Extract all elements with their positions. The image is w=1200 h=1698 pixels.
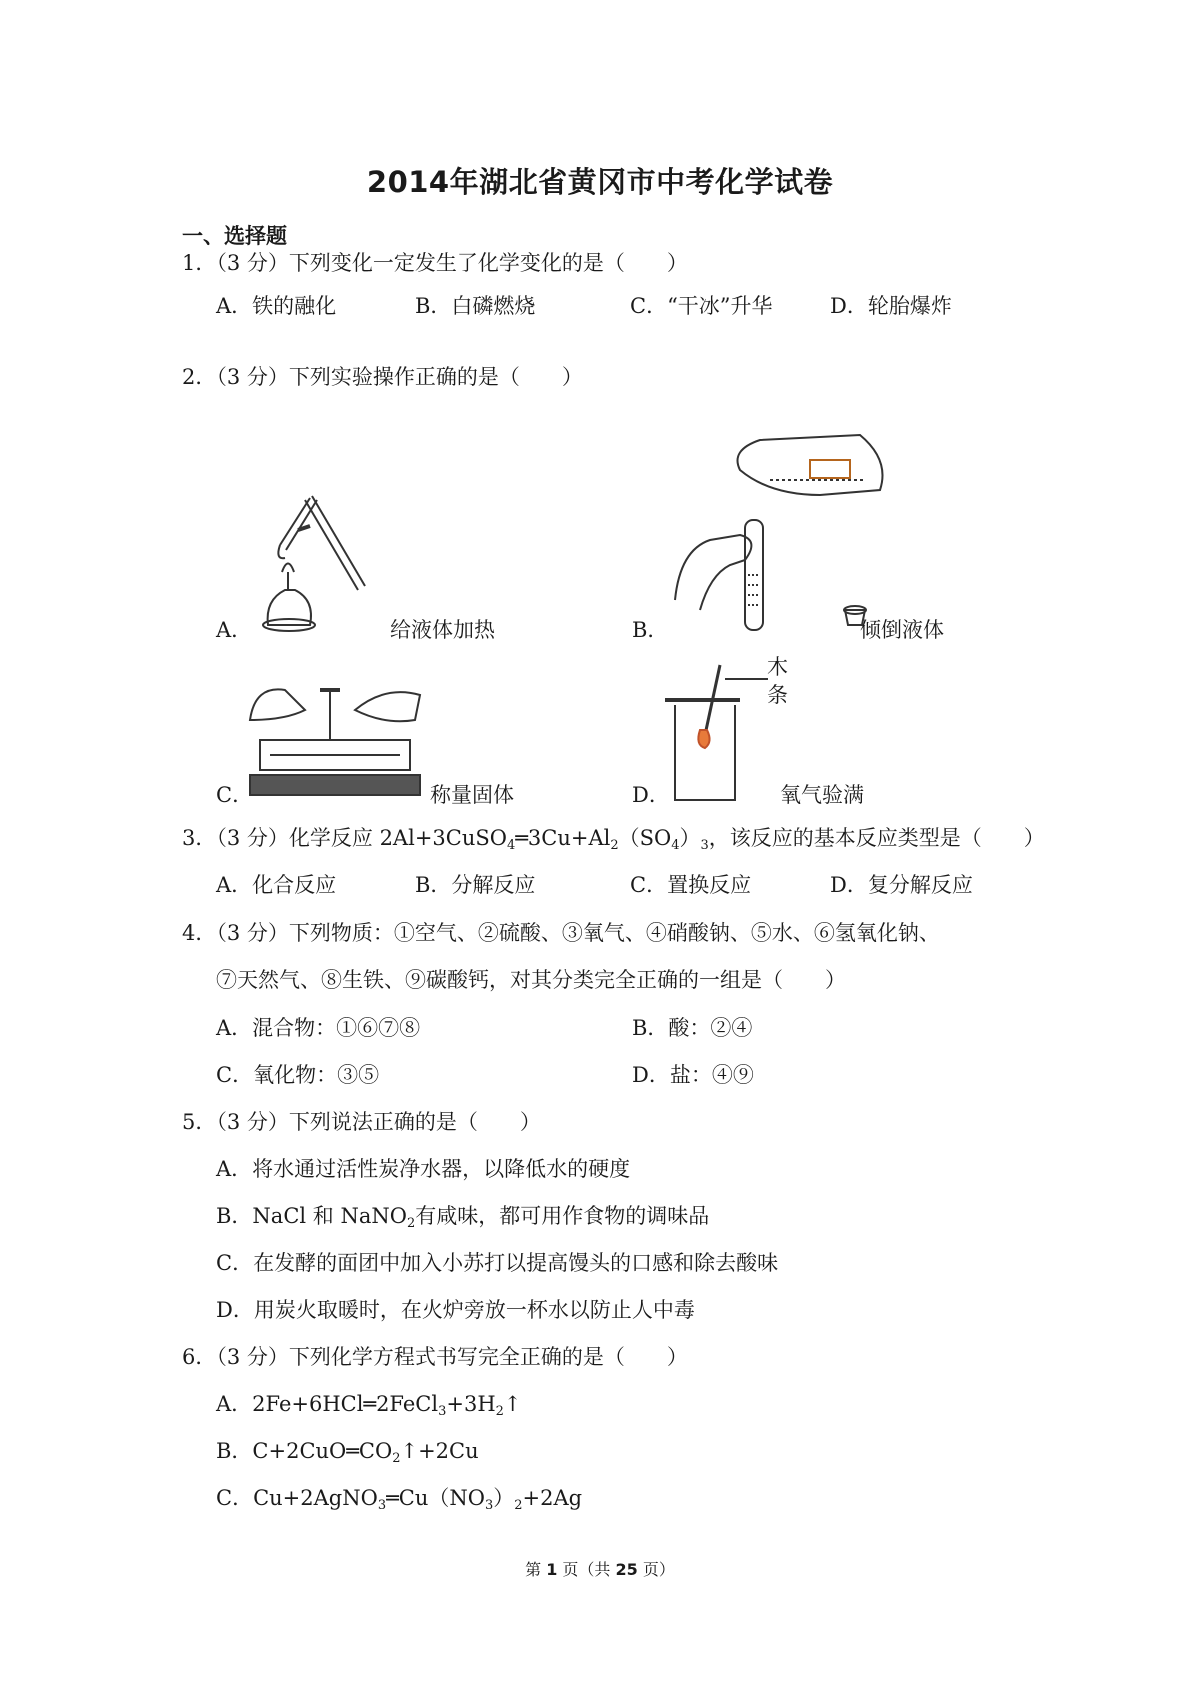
q2-option-a-caption: 给液体加热: [390, 618, 495, 642]
q6-subscript: 2: [514, 1498, 523, 1513]
pouring-liquid-figure: [670, 410, 920, 635]
q5-stem: 5．（3 分）下列说法正确的是（ ）: [182, 1110, 541, 1134]
q2-option-d-label-1: 木: [767, 655, 788, 679]
q3-stem-part: ，该反应的基本反应类型是（ ）: [708, 826, 1045, 850]
q6-option-c: [216, 1482, 582, 1512]
q5-option-d: D．用炭火取暖时，在火炉旁放一杯水以防止人中毒: [216, 1298, 695, 1322]
q6-option-c-part: ）: [493, 1486, 515, 1510]
q6-option-c-part: +2Ag: [522, 1486, 583, 1510]
q3-option-c: C．置换反应: [630, 873, 752, 897]
section-heading: 一、选择题: [182, 224, 287, 248]
footer-text: 页）: [637, 1560, 675, 1579]
q1-option-d: D．轮胎爆炸: [830, 294, 952, 318]
q4-stem-line1: 4．（3 分）下列物质：①空气、②硫酸、③氧气、④硝酸钠、⑤水、⑥氢氧化钠、: [182, 921, 940, 945]
q3-option-a: A．化合反应: [216, 873, 337, 897]
q6-option-c-part: C．Cu+2AgNO: [216, 1486, 378, 1510]
q3-subscript: 4: [506, 838, 516, 853]
q5-option-a: A．将水通过活性炭净水器，以降低水的硬度: [216, 1157, 631, 1181]
q1-option-b: B．白磷燃烧: [415, 294, 536, 318]
q3-stem-part: 3．（3 分）化学反应 2Al+3CuSO: [182, 826, 507, 850]
q6-option-a-part: ↑: [503, 1392, 522, 1416]
footer-text: 第: [525, 1560, 547, 1579]
q3-subscript: 2: [610, 838, 619, 853]
q3-stem-part: ═3Cu+Al: [515, 826, 611, 850]
q2-stem: 2．（3 分）下列实验操作正确的是（ ）: [182, 365, 583, 389]
q6-subscript: 2: [392, 1451, 401, 1466]
q4-stem-line2: ⑦天然气、⑧生铁、⑨碳酸钙，对其分类完全正确的一组是（ ）: [216, 968, 846, 992]
q6-option-b-part: B．C+2CuO═CO: [216, 1439, 393, 1463]
q3-stem-part: ）: [679, 826, 701, 850]
q2-option-b-letter: B．: [632, 618, 669, 642]
q1-stem: 1．（3 分）下列变化一定发生了化学变化的是（ ）: [182, 251, 688, 275]
q5-option-b-part: B．NaCl 和 NaNO: [216, 1204, 407, 1228]
footer-text: 页（共: [557, 1560, 616, 1579]
page-title: 2014年湖北省黄冈市中考化学试卷: [366, 165, 834, 199]
q5-option-b: [216, 1200, 709, 1230]
q5-option-b-part: 有咸味，都可用作食物的调味品: [415, 1204, 710, 1228]
q2-option-d-caption: 氧气验满: [780, 783, 864, 807]
page-number: 1: [546, 1560, 558, 1579]
total-pages: 25: [615, 1560, 638, 1579]
q6-option-b: [216, 1435, 479, 1465]
q4-option-c: C．氧化物：③⑤: [216, 1063, 380, 1087]
q3-subscript: 3: [700, 838, 709, 853]
q2-option-c-caption: 称量固体: [430, 783, 514, 807]
q6-subscript: 3: [438, 1404, 447, 1419]
q6-subscript: 3: [377, 1498, 387, 1513]
q3-option-d: D．复分解反应: [830, 873, 973, 897]
balance-figure: [245, 680, 425, 800]
q6-stem: 6．（3 分）下列化学方程式书写完全正确的是（ ）: [182, 1345, 688, 1369]
q1-option-c: C．“干冰”升华: [630, 294, 773, 318]
q2-option-c-letter: C．: [216, 783, 254, 807]
q1-option-a: A．铁的融化: [216, 294, 337, 318]
q4-option-d: D．盐：④⑨: [632, 1063, 754, 1087]
page-footer: [0, 1557, 1200, 1580]
q2-option-d-label-2: 条: [767, 683, 788, 707]
q3-stem-part: （SO: [618, 826, 672, 850]
q3-option-b: B．分解反应: [415, 873, 536, 897]
q6-option-a-part: A．2Fe+6HCl═2FeCl: [216, 1392, 439, 1416]
q3-stem: [182, 822, 1045, 852]
q2-option-b-caption: 倾倒液体: [860, 618, 944, 642]
q6-option-a-part: +3H: [446, 1392, 496, 1416]
q6-option-c-part: ═Cu（NO: [386, 1486, 485, 1510]
q6-subscript: 3: [484, 1498, 494, 1513]
q2-option-d-letter: D．: [632, 783, 670, 807]
q6-option-a: [216, 1388, 522, 1418]
heating-liquid-figure: [250, 490, 380, 635]
label-pointer-line: [725, 676, 770, 682]
q6-option-b-part: ↑+2Cu: [400, 1439, 479, 1463]
q5-option-c: C．在发酵的面团中加入小苏打以提高馒头的口感和除去酸味: [216, 1251, 779, 1275]
q6-subscript: 2: [495, 1404, 504, 1419]
q2-option-a-letter: A．: [216, 618, 253, 642]
q4-option-b: B．酸：②④: [632, 1016, 753, 1040]
q3-subscript: 4: [671, 838, 680, 853]
q4-option-a: A．混合物：①⑥⑦⑧: [216, 1016, 421, 1040]
q5-subscript: 2: [406, 1216, 416, 1231]
